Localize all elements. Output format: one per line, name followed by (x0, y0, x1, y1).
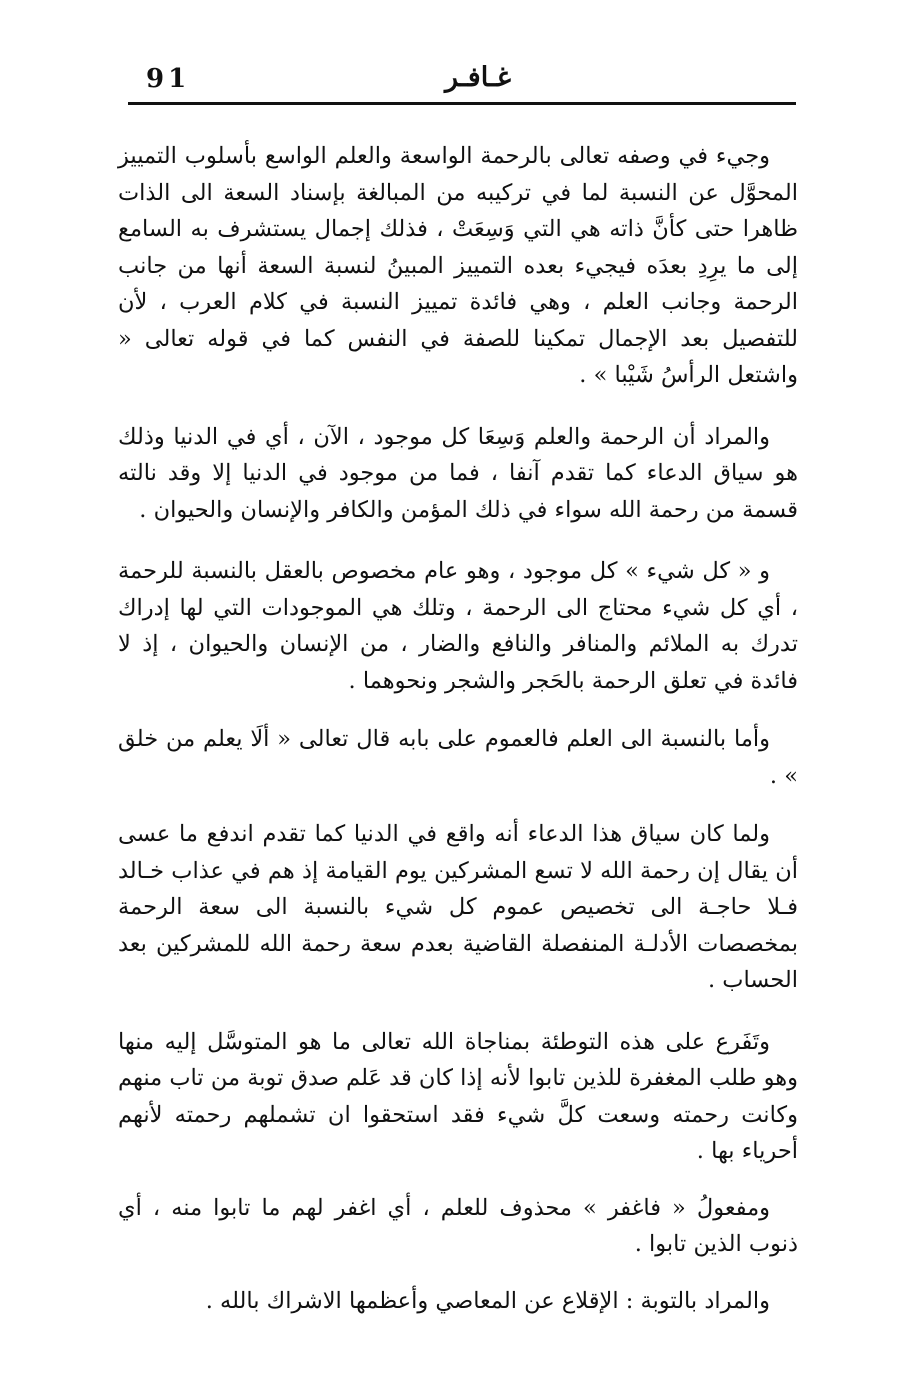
paragraph-1: وجيء في وصفه تعالى بالرحمة الواسعة والعلم الواسع بأسلوب التمييز المحوَّل عن النسبة لما في تركيبه من المبالغة بإسناد السعة الى الذات ظاهرا حتى كأنَّ ذاته هي التي وَسِعَتْ ، فذلك إجمال يستشرف به السامع إلى ما يرِدِ بعدَه فيجيء بعده التمييز المبينُ لنسبة السعة أنها من جانب الرحمة وجانب العلم ، وهي فائدة تمييز النسبة في كلام العرب ، لأن للتفصيل بعد الإجمال تمكينا للصفة في النفس كما في قوله تعالى « واشتعل الرأسُ شَيْبا » . (118, 143, 798, 388)
header-divider (128, 102, 796, 105)
paragraph-6: وتَفَرع على هذه التوطئة بمناجاة الله تعالى ما هو المتوسَّل إليه منها وهو طلب المغفرة للذين تابوا لأنه إذا كان قد عَلم صدق توبة من تاب منهم وكانت رحمته وسعت كلَّ شيء فقد استحقوا ان تشملهم رحمته لأنهم أحرياء بها . (118, 1028, 798, 1164)
paragraph-5: ولما كان سياق هذا الدعاء أنه واقع في الدنيا كما تقدم اندفع ما عسى أن يقال إن رحمة الله لا تسع المشركين يوم القيامة إذ هم في عذاب خـالد فـلا حاجـة الى تخصيص عموم كل شيء بالنسبة الى سعة الرحمة بمخصصات الأدلـة المنفصلة القاضية بعدم سعة رحمة الله للمشركين بعد الحساب . (118, 821, 798, 993)
paragraph-2: والمراد أن الرحمة والعلم وَسِعَا كل موجود ، الآن ، أي في الدنيا وذلك هو سياق الدعاء كما تقدم آنفا ، فما من موجود في الدنيا إلا وقد نالته قسمة من رحمة الله سواء في ذلك المؤمن والكافر والإنسان والحيوان . (118, 423, 798, 523)
paragraph-7: ومفعولُ « فاغفر » محذوف للعلم ، أي اغفر لهم ما تابوا منه ، أي ذنوب الذين تابوا . (118, 1194, 798, 1257)
paragraph-8: والمراد بالتوبة : الإقلاع عن المعاصي وأعظمها الاشراك بالله . (205, 1287, 770, 1314)
page-header (128, 62, 796, 104)
paragraph-3: و « كل شيء » كل موجود ، وهو عام مخصوص بالعقل بالنسبة للرحمة ، أي كل شيء محتاج الى الرحمة ، وتلك هي الموجودات التي لها إدراك تدرك به الملائم والمنافر والنافع والضار ، من الإنسان والحيوان ، إذ لا فائدة في تعلق الرحمة بالحَجر والشجر ونحوهما . (118, 558, 798, 694)
running-title: غـافـر (445, 62, 511, 93)
paragraph-4: وأما بالنسبة الى العلم فالعموم على بابه قال تعالى « ألَا يعلم من خلق » . (118, 726, 798, 789)
body-text (118, 138, 798, 1319)
page-number: 91 (146, 64, 191, 94)
